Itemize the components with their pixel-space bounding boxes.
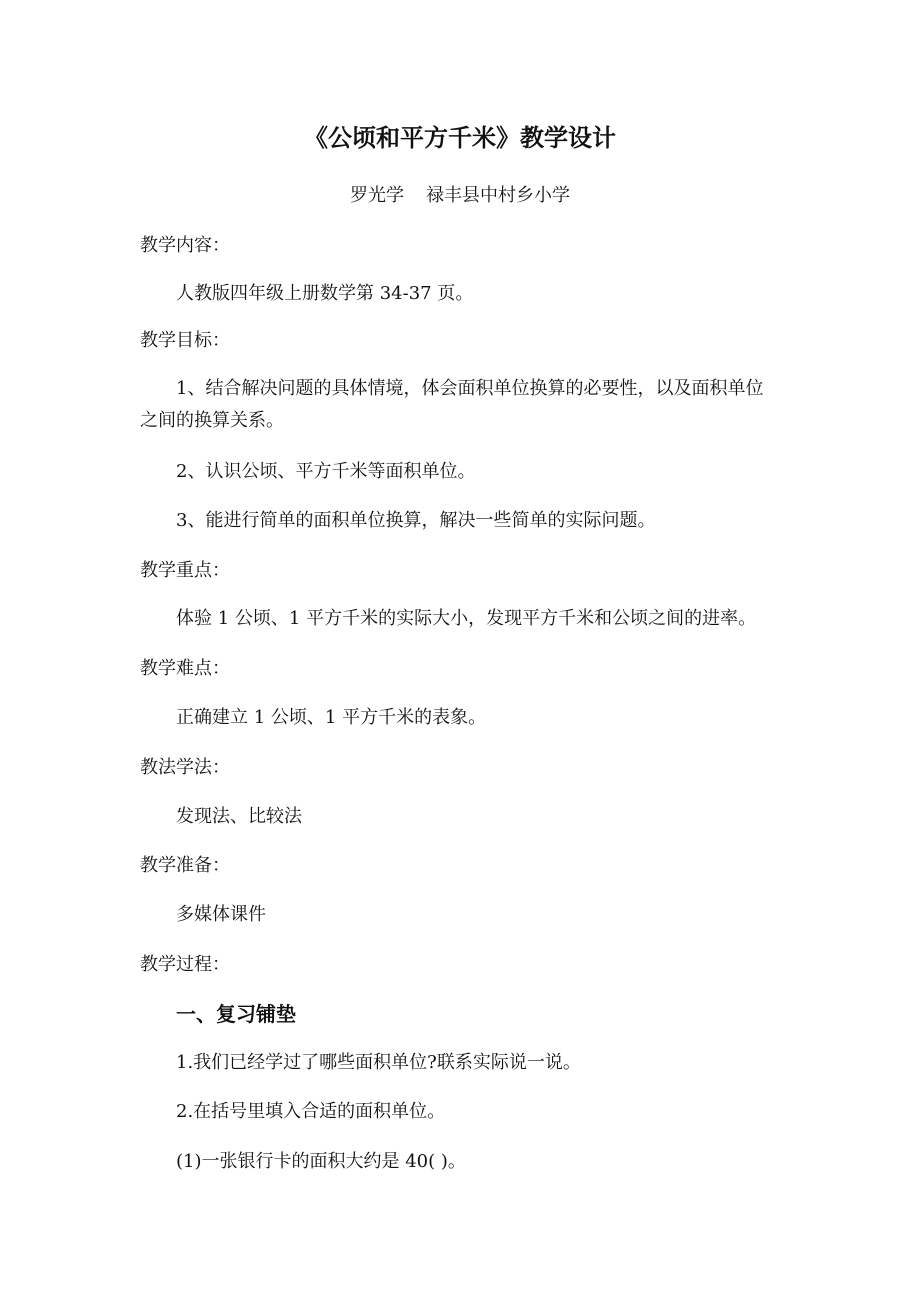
key-points-heading: 教学重点： <box>140 560 230 581</box>
key-points-text: 体验 1 公顷、1 平方千米的实际大小，发现平方千米和公顷之间的进率。 <box>176 608 757 629</box>
content-heading: 教学内容： <box>140 235 230 256</box>
preparation-heading: 教学准备： <box>140 855 230 876</box>
author-line <box>0 184 920 208</box>
objectives-heading: 教学目标： <box>140 330 230 351</box>
methods-text: 发现法、比较法 <box>176 806 302 827</box>
question-2-part-1: (1)一张银行卡的面积大约是 40( )。 <box>176 1151 466 1172</box>
objective-1-line-1: 1、结合解决问题的具体情境，体会面积单位换算的必要性，以及面积单位 <box>176 378 764 399</box>
author-school: 禄丰县中村乡小学 <box>426 185 570 206</box>
section-title-review: 一、复习铺垫 <box>176 1002 296 1026</box>
difficulties-text: 正确建立 1 公顷、1 平方千米的表象。 <box>176 707 487 728</box>
methods-heading: 教法学法： <box>140 757 230 778</box>
objective-2: 2、认识公顷、平方千米等面积单位。 <box>176 461 476 482</box>
question-2: 2.在括号里填入合适的面积单位。 <box>176 1101 446 1122</box>
content-text: 人教版四年级上册数学第 34-37 页。 <box>176 283 474 304</box>
document-title: 《公顷和平方千米》教学设计 <box>304 124 616 152</box>
process-heading: 教学过程： <box>140 954 230 975</box>
objective-1-line-2: 之间的换算关系。 <box>140 410 284 431</box>
preparation-text: 多媒体课件 <box>176 904 266 925</box>
difficulties-heading: 教学难点： <box>140 658 230 679</box>
question-1: 1.我们已经学过了哪些面积单位?联系实际说一说。 <box>176 1052 581 1073</box>
objective-3: 3、能进行简单的面积单位换算，解决一些简单的实际问题。 <box>176 510 656 531</box>
author-name: 罗光学 <box>350 185 404 206</box>
